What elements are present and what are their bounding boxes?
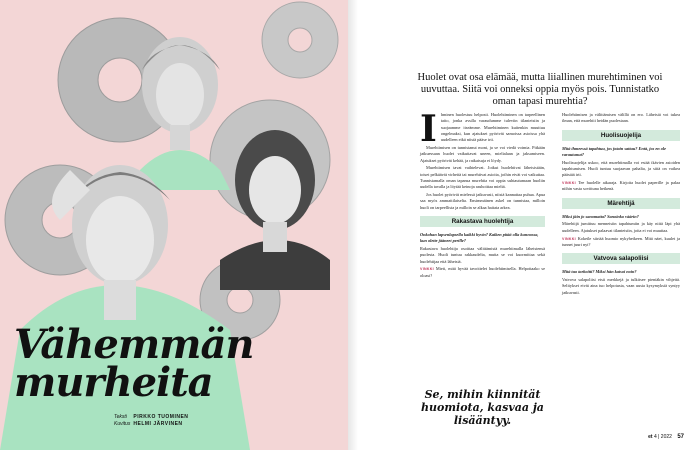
tip-text: Tee huolelle aikaraja. Kirjoita huolet paperille ja palaa niihin vasta sovittuna hetkenä. (562, 180, 680, 192)
example-question: Onkohan lapsenlapsella kaikki hyvin? Kaiken pitää olla kunnossa, kun olette jääneet perille? (420, 231, 539, 244)
body-paragraph: Murehtimisen on tunnistanut moni, ja se voi viedä voimia. Pitkään jatkuessaan huolet vaikuttavat uneen, mielialaan ja jaksamiseen. Ajatukset pyörivät kehää, ja ratkaisuja ei löydy. (420, 144, 545, 163)
credit-illustration (114, 421, 188, 428)
tip-tag: VINKKI (562, 181, 576, 186)
tip-text: Kokeile siirtää huomio nykyhetkeen. Mitä näet, kuulet ja tunnet juuri nyt? (562, 235, 681, 247)
subheading-rakastava-huolehtija: Rakastava huolehtija (420, 216, 545, 227)
credit-name: PIRKKO TUOMINEN (133, 414, 189, 420)
headline: Vähemmän murheita (14, 321, 254, 406)
text-column-1 (420, 108, 545, 281)
credit-name: HELMI JÄRVINEN (133, 421, 183, 427)
lead-paragraph: Huolet ovat osa elämää, mutta liiallinen murehtiminen voi uuvuttaa. Siitä voi onneksi oppia myös pois. Tunnistatko oman tapasi murehtia? (417, 72, 663, 107)
subheading-marehtija: Märehtijä (562, 198, 680, 209)
body-paragraph (420, 108, 545, 150)
tip-paragraph (562, 180, 680, 193)
body-text: hminen huolestuu helposti. Huolehtiminen on tarpeellinen taito, jonka avulla varaudumme tuleviin tilanteisiin ja suojaamme itseämme. Murehtiminen kuitenkin muuttuu ongelmaksi, kun ajatukset pyörivät samoissa asioissa yhä uudelleen eikä niistä pääse irti. (440, 112, 545, 143)
tip-paragraph (420, 266, 545, 279)
example-question: Mitä tuo tarkoitti? Miksi hän katsoi noin? (562, 269, 637, 275)
issue-number: 4 | 2022 (653, 434, 672, 440)
publication-name: et (648, 434, 653, 440)
example-question: Mitä ihmeessä tapahtuu, jos jotain sattuu? Entä, jos en ole varautunut? (562, 145, 666, 157)
example-question: Miksi jäin jo sanomatta? Sanoinko väärin? (562, 213, 639, 219)
body-paragraph: Vatvova salapoliisi etsii merkkejä ja tulkitsee pieniäkin vihjeitä. Selitykset eivät aina tuo helpotusta, vaan uusia kysymyksiä syntyy jatkuvasti. (562, 276, 680, 295)
body-paragraph: Huolehtimisen ja välittämisen välillä on ero. Läheisiä voi tukea ilman, että murehtii heidän puolestaan. (562, 112, 680, 124)
credit-role: Teksti (114, 414, 127, 420)
gear-icon (262, 2, 338, 78)
credit-text (114, 414, 188, 421)
tip-tag: VINKKI (562, 236, 576, 241)
text-column-2 (562, 112, 680, 297)
tip-paragraph (562, 236, 680, 249)
subheading-huolisuojelija: Huolisuojelija (562, 130, 680, 141)
body-paragraph: Huolisuojelija uskoo, että murehtimalla voi estää ikävien asioiden tapahtumisen. Huoli tuntuu suojaavan pahalta, ja siitä on vaikea päästää irti. (562, 159, 680, 178)
body-paragraph: Märehtijä jumittuu menneisiin tapahtumiin ja käy niitä läpi yhä uudelleen. Ajatukset palaavat tilanteisiin, joita ei voi muuttaa. (562, 221, 680, 233)
body-paragraph: Rakastava huolehtija osoittaa välittämistä murehtimalla läheistensä puolesta. Huoli tuntuu rakkaudelta, mutta se voi kuormittaa sekä huolehtijaa että läheisiä. (420, 246, 545, 264)
page-gutter (348, 0, 358, 450)
body-paragraph: Murehtimisen tavat vaihtelevat. Jotkut huolehtivat läheisistään, toiset pelkäävät virheitä tai murehtivat asioita, joihin eivät voi vaikuttaa. Tunnistamalla oman tapansa murehtia voi oppia suhtautumaan huoliin uudella tavalla ja löytää keinoja rauhoittaa mieltä. (420, 165, 545, 190)
credit-role: Kuvitus (114, 421, 131, 427)
tip-text: Mieti, mitä hyvää tavoittelet huolehtimisella. Helpottaako se oloasi? (420, 266, 545, 278)
tip-tag: VINKKI (420, 267, 434, 272)
page-number: 57 (677, 434, 684, 440)
right-page (348, 0, 696, 450)
pull-quote: Se, mihin kiinnität huomiota, kasvaa ja lisääntyy. (421, 388, 544, 427)
subheading-vatvova-salapoliisi: Vatvova salapoliisi (562, 253, 680, 264)
credits (114, 414, 188, 428)
drop-cap: I (420, 108, 437, 150)
body-paragraph: Jos huolet pyörivät mielessä jatkuvasti, niistä kannattaa puhua. Apua saa myös ammattilaiselta. Ensimmäinen askel on tunnistaa, milloin huoli on tarpeellista ja milloin se alkaa haitata arkea. (420, 192, 545, 210)
page-folio (648, 434, 684, 440)
